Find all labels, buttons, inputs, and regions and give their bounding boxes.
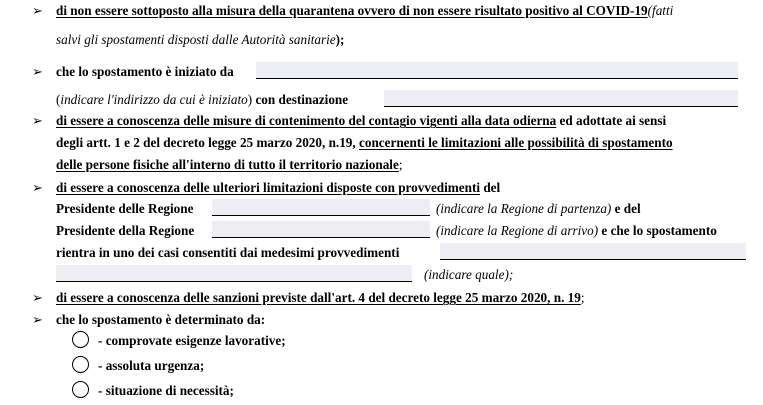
radio-urgency[interactable] xyxy=(72,356,89,373)
bullet-arrow-icon: ➢ xyxy=(32,113,43,128)
containment-line-3 xyxy=(56,157,403,173)
option-necessity-row xyxy=(98,383,234,399)
allowed-case-field-1[interactable] xyxy=(440,243,746,260)
quarantine-text: di non essere sottoposto alla misura della quarantena ovvero di non essere risultato positivo al COVID-19 xyxy=(56,3,648,18)
arrival-region-hint-row xyxy=(436,223,717,239)
option-urgency-row xyxy=(98,358,204,374)
quarantine-declaration xyxy=(56,3,673,19)
containment-line-1 xyxy=(56,113,666,129)
radio-work-reasons[interactable] xyxy=(72,331,89,348)
option-urgency-label: - assoluta urgenza; xyxy=(98,358,205,373)
quarantine-note-end: ); xyxy=(335,32,345,47)
bullet-arrow-icon: ➢ xyxy=(32,64,43,79)
departure-region-hint-row xyxy=(436,201,641,217)
option-work-row xyxy=(98,333,286,349)
sanctions-line xyxy=(56,290,585,306)
bullet-arrow-icon: ➢ xyxy=(32,3,43,18)
quarantine-note-cont: salvi gli spostamenti disposti dalle Autorità sanitarie xyxy=(56,32,336,47)
containment-text-2b: concernenti le limitazioni alle possibilità di spostamento xyxy=(359,135,673,150)
departure-label: che lo spostamento è iniziato da xyxy=(56,64,234,79)
quarantine-note-start: (fatti xyxy=(647,3,674,18)
sanctions-end: ; xyxy=(580,290,585,305)
departure-row xyxy=(56,64,234,80)
radio-necessity[interactable] xyxy=(72,381,89,398)
bullet-arrow-icon: ➢ xyxy=(32,312,43,327)
bullet-arrow-icon: ➢ xyxy=(32,290,43,305)
president-label-1: Presidente delle Regione xyxy=(56,201,194,216)
departure-hint: indicare l'indirizzo da cui è iniziato xyxy=(60,92,248,107)
departure-region-field[interactable] xyxy=(212,199,430,216)
arrival-region-row xyxy=(56,223,194,239)
destination-label: con destinazione xyxy=(255,92,349,107)
option-necessity-label: - situazione di necessità; xyxy=(98,383,234,398)
containment-line-2 xyxy=(56,135,673,151)
departure-region-hint: (indicare la Regione di partenza) xyxy=(436,201,612,216)
containment-end: ; xyxy=(398,157,403,172)
containment-text-2a: degli artt. 1 e 2 del decreto legge 25 marzo 2020, n.19, xyxy=(56,135,356,150)
reason-label: che lo spostamento è determinato da: xyxy=(56,312,266,327)
paren-close: ) xyxy=(247,92,253,107)
arrival-region-field[interactable] xyxy=(212,221,430,238)
regional-limits-del: del xyxy=(483,180,501,195)
option-work-label: - comprovate esigenze lavorative; xyxy=(98,333,286,348)
allowed-case-hint-row xyxy=(424,267,513,283)
sanctions-text: di essere a conoscenza delle sanzioni previste dall'art. 4 del decreto legge 25 marzo 2020, n. 19 xyxy=(56,290,581,305)
bullet-arrow-icon: ➢ xyxy=(32,180,43,195)
containment-text-3: delle persone fisiche all'interno di tutto il territorio nazionale xyxy=(56,157,399,172)
president-label-2: Presidente della Regione xyxy=(56,223,195,238)
allowed-case-hint: (indicare quale); xyxy=(424,267,514,282)
quarantine-note xyxy=(56,32,344,48)
and-label: e del xyxy=(614,201,641,216)
travel-continuation: e che lo spostamento xyxy=(601,223,717,238)
allowed-case-field-2[interactable] xyxy=(56,265,412,282)
regional-limits-line-1 xyxy=(56,180,500,196)
regional-limits-text: di essere a conoscenza delle ulteriori limitazioni disposte con provvedimenti xyxy=(56,180,481,195)
destination-field[interactable] xyxy=(384,90,738,107)
containment-text-1b: ed adottate ai sensi xyxy=(559,113,667,128)
departure-region-row xyxy=(56,201,193,217)
arrival-region-hint: (indicare la Regione di arrivo) xyxy=(436,223,599,238)
reason-line xyxy=(56,312,265,328)
paren-open: ( xyxy=(56,92,61,107)
destination-row xyxy=(56,92,348,108)
containment-text-1: di essere a conoscenza delle misure di contenimento del contagio vigenti alla data odierna xyxy=(56,113,557,128)
allowed-cases-row xyxy=(56,245,399,261)
departure-address-field[interactable] xyxy=(256,62,738,79)
allowed-cases-label: rientra in uno dei casi consentiti dai medesimi provvedimenti xyxy=(56,245,400,260)
